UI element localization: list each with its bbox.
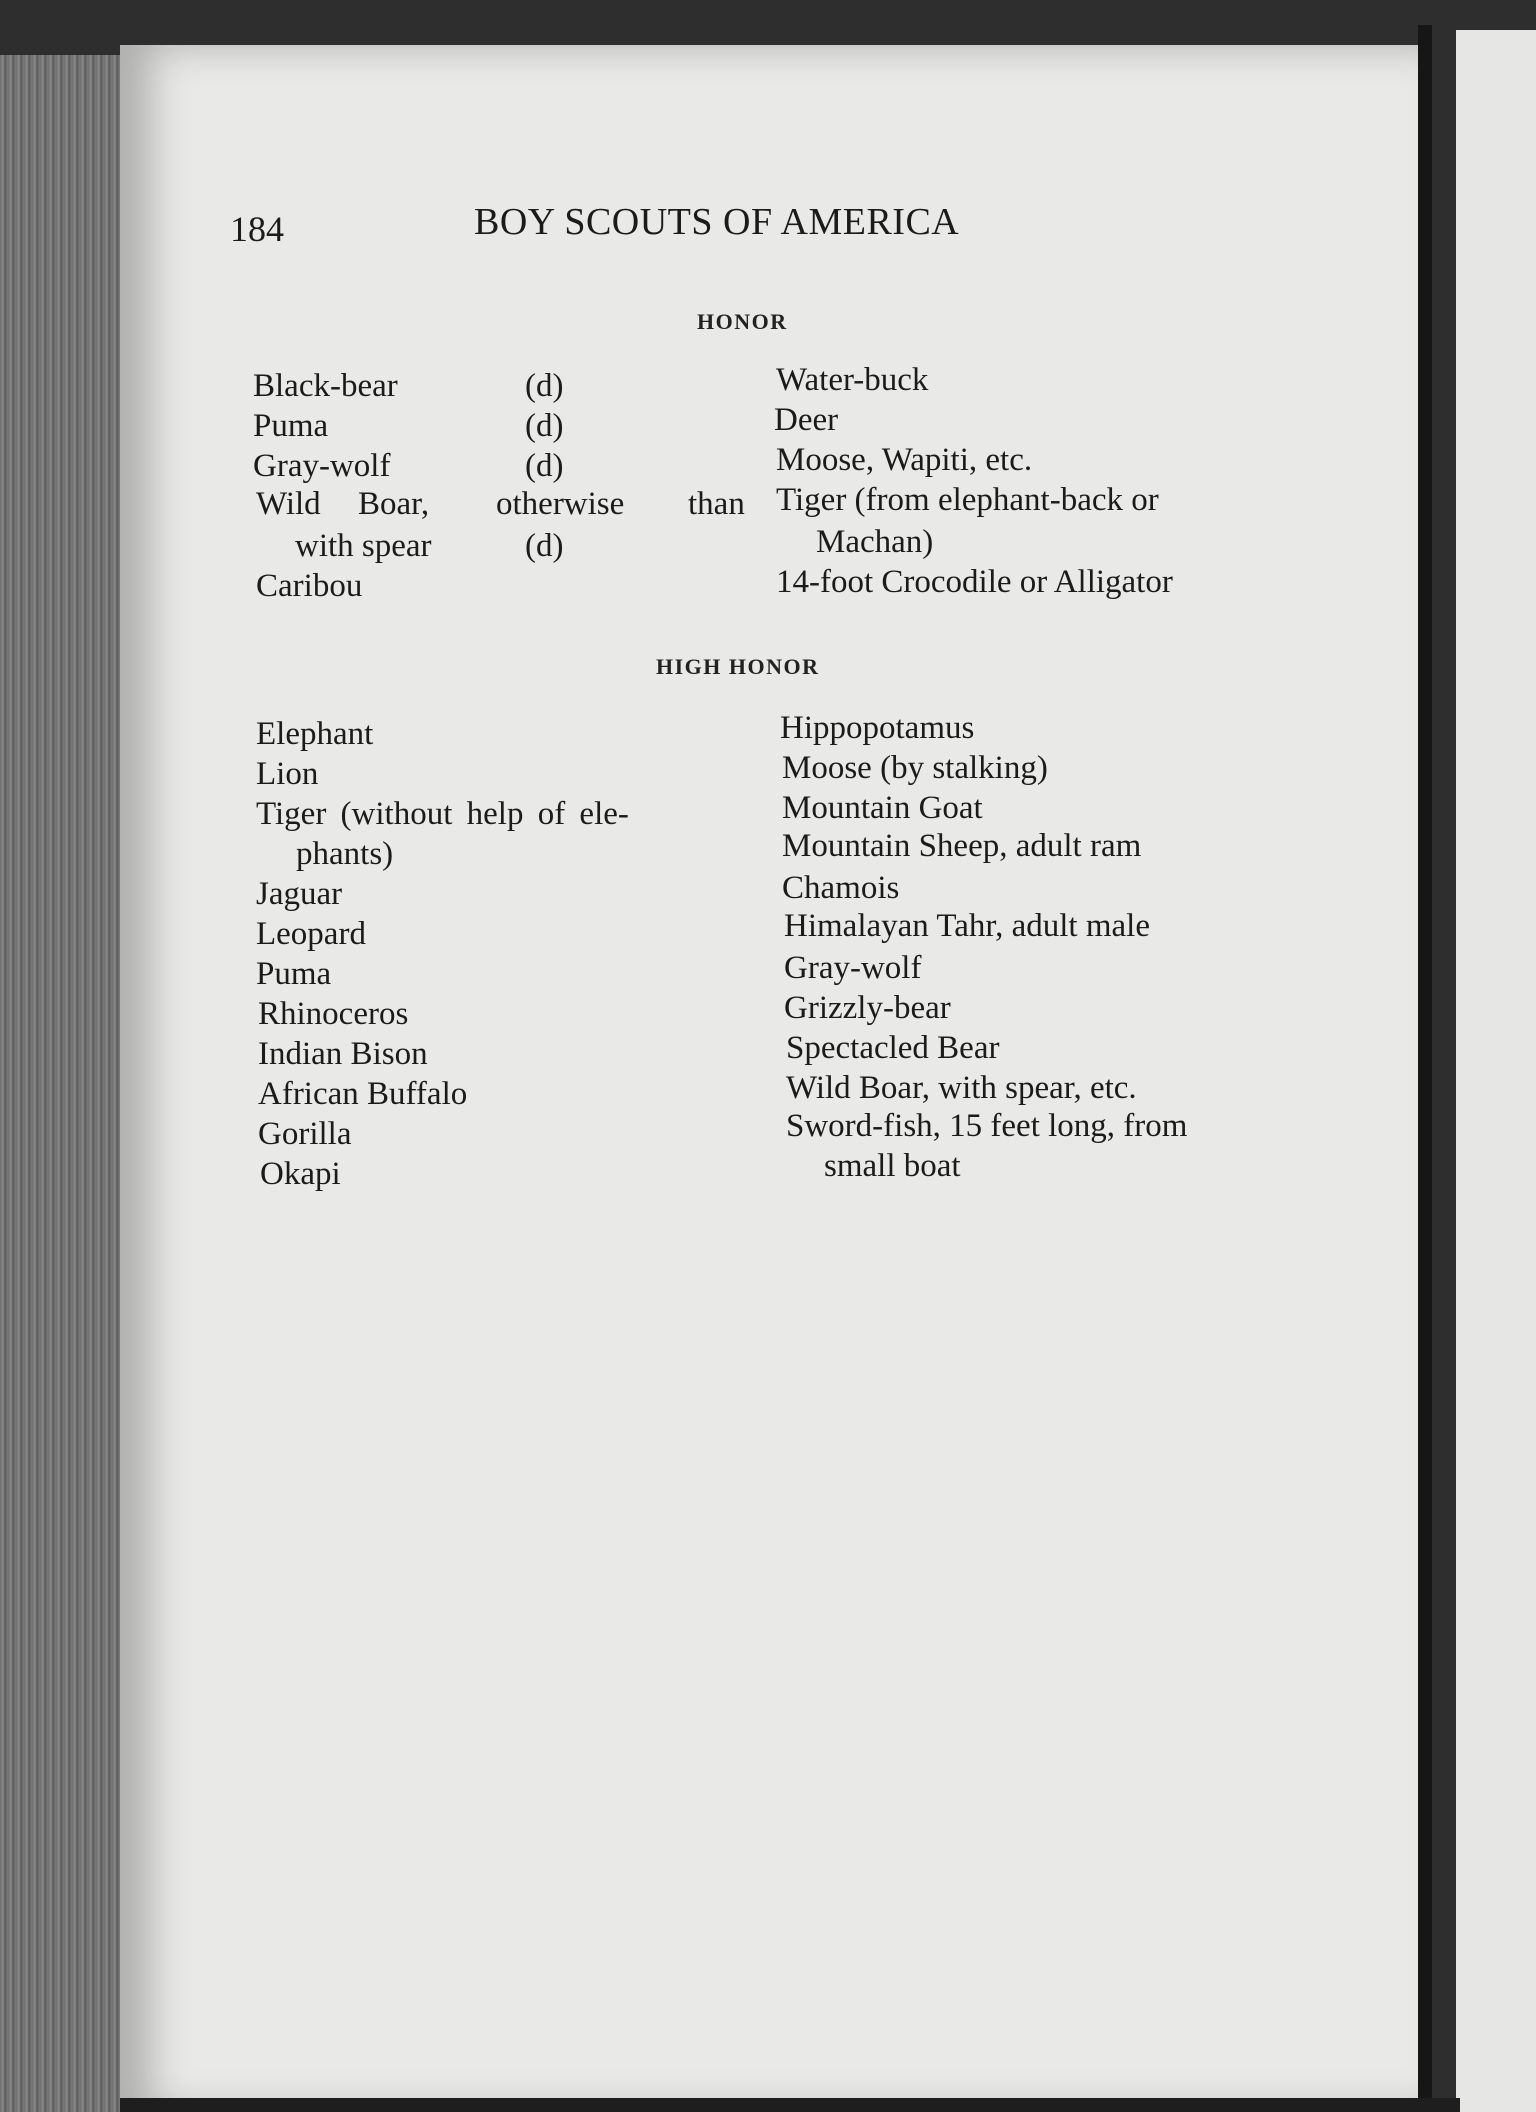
honor-left-mark: (d) [525, 368, 564, 404]
high-honor-left-item: Gorilla [258, 1116, 352, 1152]
high-honor-right-item: Moose (by stalking) [782, 750, 1048, 786]
high-honor-left-item: Elephant [256, 716, 374, 752]
honor-left-mark: (d) [525, 408, 564, 444]
gutter-shadow [1418, 25, 1432, 2112]
section-heading-high-honor: HIGH HONOR [656, 654, 820, 679]
honor-right-item: Tiger (from elephant-back or [776, 482, 1159, 518]
honor-left-item: Caribou [256, 568, 363, 604]
high-honor-right-item: Hippopotamus [780, 710, 975, 746]
honor-right-item: Deer [774, 402, 839, 438]
high-honor-right-item: Himalayan Tahr, adult male [784, 908, 1150, 944]
high-honor-right-item: Gray-wolf [784, 950, 922, 986]
honor-right-item: Water-buck [776, 362, 929, 398]
running-title: BOY SCOUTS OF AMERICA [474, 201, 960, 243]
high-honor-left-item: phants) [296, 836, 394, 872]
honor-left-word: otherwise [496, 486, 625, 522]
high-honor-right-item: Wild Boar, with spear, etc. [786, 1070, 1137, 1106]
honor-left-word: Boar, [358, 486, 430, 522]
honor-left-item: Gray-wolf [253, 448, 391, 484]
honor-left-item: Black-bear [253, 368, 398, 404]
honor-left-item: Puma [253, 408, 329, 444]
high-honor-left-item: Leopard [256, 916, 366, 952]
facing-page-edge [1456, 30, 1536, 2112]
high-honor-left-item: Rhinoceros [258, 996, 409, 1032]
high-honor-right-item: Mountain Sheep, adult ram [782, 828, 1142, 864]
honor-right-item: Moose, Wapiti, etc. [776, 442, 1033, 478]
high-honor-left-item: Jaguar [256, 876, 343, 912]
high-honor-left-item: Indian Bison [258, 1036, 428, 1072]
high-honor-right-item: Chamois [782, 870, 900, 906]
high-honor-left-item: African Buffalo [258, 1076, 468, 1112]
honor-left-mark: (d) [525, 528, 564, 564]
page-number: 184 [230, 209, 284, 249]
honor-left-word: Wild [256, 486, 321, 522]
high-honor-right-item: Mountain Goat [782, 790, 983, 826]
honor-left-word: than [688, 486, 745, 522]
honor-right-item: 14-foot Crocodile or Alligator [776, 564, 1173, 600]
bottom-edge [120, 2098, 1460, 2112]
high-honor-left-item: Okapi [260, 1156, 341, 1192]
honor-left-item: with spear [295, 528, 432, 564]
honor-left-mark: (d) [525, 448, 564, 484]
high-honor-right-item: Grizzly-bear [784, 990, 951, 1026]
high-honor-right-item: small boat [824, 1148, 961, 1184]
high-honor-left-item: Lion [256, 756, 319, 792]
high-honor-right-item: Spectacled Bear [786, 1030, 1000, 1066]
section-heading-honor: HONOR [697, 309, 788, 334]
high-honor-right-item: Sword-fish, 15 feet long, from [786, 1108, 1188, 1144]
honor-right-item: Machan) [816, 524, 934, 560]
high-honor-left-item: Tiger (without help of ele- [256, 796, 629, 832]
high-honor-left-item: Puma [256, 956, 332, 992]
